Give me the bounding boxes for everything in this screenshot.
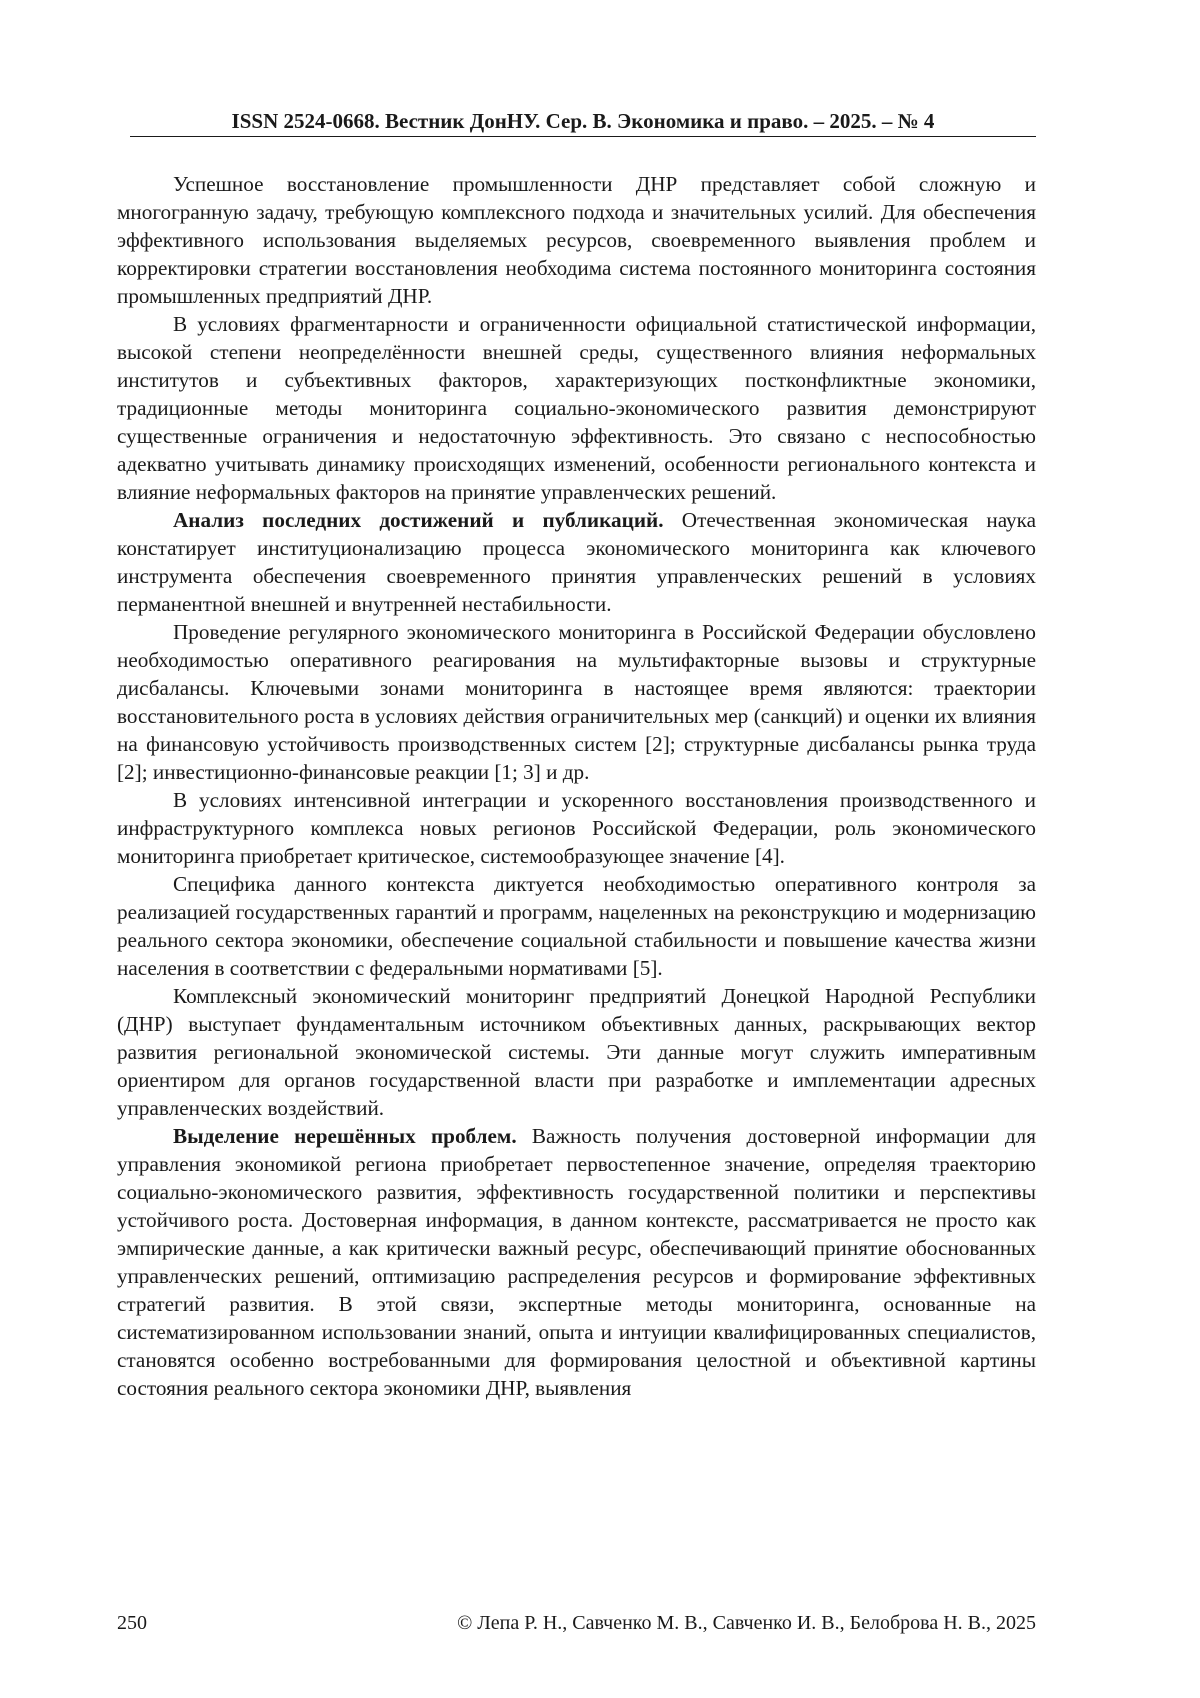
paragraph-1 [117, 170, 1036, 310]
copyright-line: © Лепа Р. Н., Савченко М. В., Савченко И. В., Белоброва Н. В., 2025 [457, 1612, 1036, 1634]
paragraph-6 [117, 870, 1036, 982]
paragraph-text: Важность получения достоверной информации для управления экономикой региона приобретает первостепенное значение, определяя траекторию социально-экономического развития, эффективность государственной политики и перспективы устойчивого роста. Достоверная информация, в данном контексте, рассматривается не просто как эмпирические данные, а как критически важный ресурс, обеспечивающий принятие обоснованных управленческих решений, оптимизацию распределения ресурсов и формирование эффективных стратегий развития. В этой связи, экспертные методы мониторинга, основанные на систематизированном использовании знаний, опыта и интуиции квалифицированных специалистов, становятся особенно востребованными для формирования целостной и объективной картины состояния реального сектора экономики ДНР, выявления [117, 1124, 1036, 1400]
paragraph-text: Проведение регулярного экономического мониторинга в Российской Федерации обусловлено необходимостью оперативного реагирования на мультифакторные вызовы и структурные дисбалансы. Ключевыми зонами мониторинга в настоящее время являются: траектории восстановительного роста в условиях действия ограничительных мер (санкций) и оценки их влияния на финансовую устойчивость производственных систем [2]; структурные дисбалансы рынка труда [2]; инвестиционно-финансовые реакции [1; 3] и др. [117, 620, 1036, 784]
paragraph-lead: Выделение нерешённых проблем. [173, 1124, 517, 1148]
paragraph-text: В условиях интенсивной интеграции и ускоренного восстановления производственного и инфраструктурного комплекса новых регионов Российской Федерации, роль экономического мониторинга приобретает критическое, системообразующее значение [4]. [117, 788, 1036, 868]
paragraph-text: Специфика данного контекста диктуется необходимостью оперативного контроля за реализацией государственных гарантий и программ, нацеленных на реконструкцию и модернизацию реального сектора экономики, обеспечение социальной стабильности и повышение качества жизни населения в соответствии с федеральными нормативами [5]. [117, 872, 1036, 980]
paragraph-text: Успешное восстановление промышленности ДНР представляет собой сложную и многогранную задачу, требующую комплексного подхода и значительных усилий. Для обеспечения эффективного использования выделяемых ресурсов, своевременного выявления проблем и корректировки стратегии восстановления необходима система постоянного мониторинга состояния промышленных предприятий ДНР. [117, 172, 1036, 308]
header-rule [130, 136, 1036, 137]
paragraph-8 [117, 1122, 1036, 1402]
paragraph-5 [117, 786, 1036, 870]
page-number: 250 [117, 1612, 147, 1634]
paragraph-4 [117, 618, 1036, 786]
paragraph-text: Отечественная экономическая наука констатирует институционализацию процесса экономического мониторинга как ключевого инструмента обеспечения своевременного принятия управленческих решений в условиях перманентной внешней и внутренней нестабильности. [117, 508, 1036, 616]
article-body [117, 170, 1036, 1402]
paragraph-lead: Анализ последних достижений и публикаций. [173, 508, 664, 532]
paragraph-2 [117, 310, 1036, 506]
paragraph-7 [117, 982, 1036, 1122]
running-header: ISSN 2524-0668. Вестник ДонНУ. Сер. В. Экономика и право. – 2025. – № 4 [231, 109, 935, 133]
paragraph-text: В условиях фрагментарности и ограниченности официальной статистической информации, высокой степени неопределённости внешней среды, существенного влияния неформальных институтов и субъективных факторов, характеризующих постконфликтные экономики, традиционные методы мониторинга социально-экономического развития демонстрируют существенные ограничения и недостаточную эффективность. Это связано с неспособностью адекватно учитывать динамику происходящих изменений, особенности регионального контекста и влияние неформальных факторов на принятие управленческих решений. [117, 312, 1036, 504]
paragraph-text: Комплексный экономический мониторинг предприятий Донецкой Народной Республики (ДНР) выступает фундаментальным источником объективных данных, раскрывающих вектор развития региональной экономической системы. Эти данные могут служить императивным ориентиром для органов государственной власти при разработке и имплементации адресных управленческих воздействий. [117, 984, 1036, 1120]
paragraph-3 [117, 506, 1036, 618]
